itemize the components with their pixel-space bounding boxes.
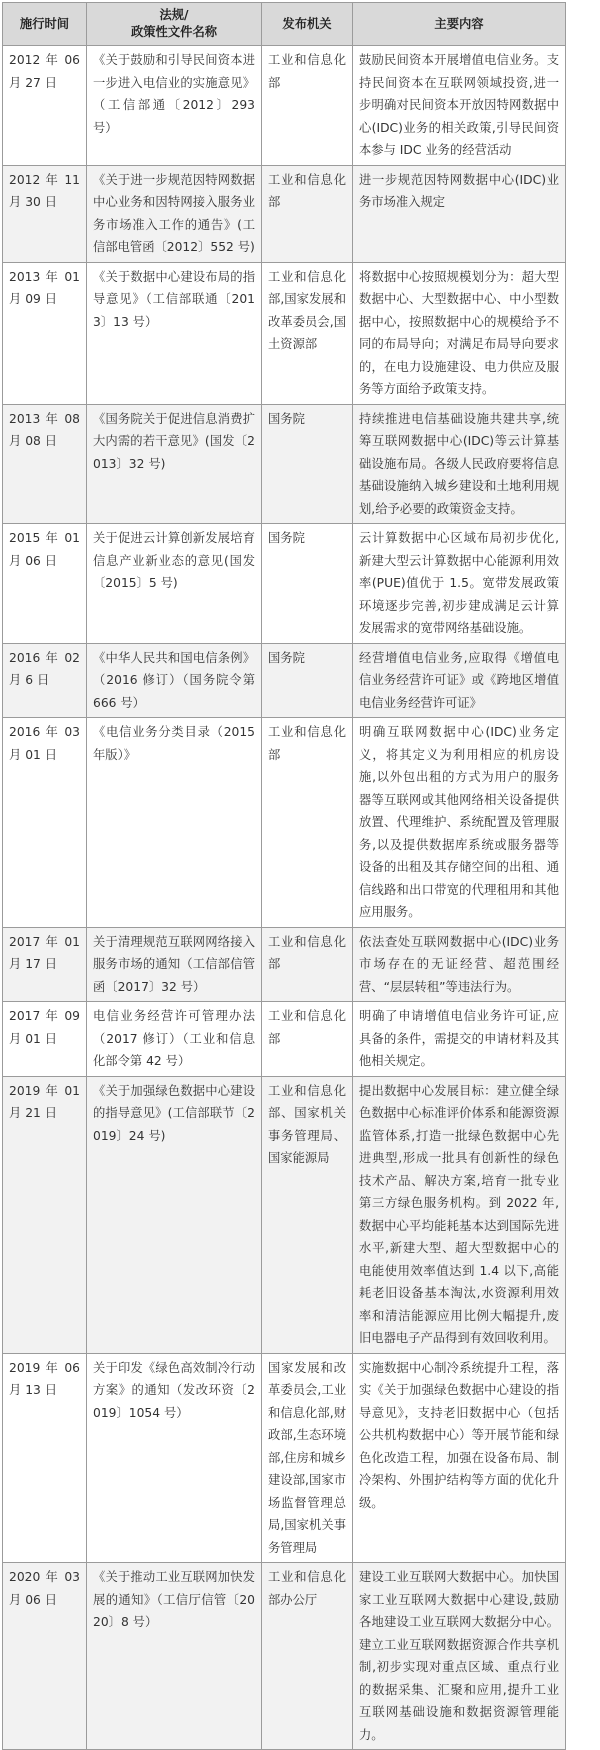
cell-content: 持续推进电信基础设施共建共享,统筹互联网数据中心(IDC)等云计算基础设施布局。各级人民政府要将信息基础设施纳入城乡建设和土地利用规划,给予必要的政策资金支持。 (353, 404, 566, 524)
table-row (3, 46, 566, 166)
cell-content: 云计算数据中心区域布局初步优化,新建大型云计算数据中心能源利用效率(PUE)值优于 1.5。宽带发展政策环境逐步完善,初步建成满足云计算发展需求的宽带网络基础设施。 (353, 524, 566, 644)
cell-date: 2019 年 01 月 21 日 (3, 1076, 87, 1353)
cell-document-name: 《关于加强绿色数据中心建设的指导意见》(工信部联节〔2019〕24 号) (87, 1076, 262, 1353)
table-row (3, 1563, 566, 1750)
table-row (3, 524, 566, 644)
policy-table (2, 2, 566, 1750)
table-row (3, 1353, 566, 1563)
cell-document-name: 关于印发《绿色高效制冷行动方案》的通知（发改环资〔2019〕1054 号） (87, 1353, 262, 1563)
cell-issuer: 工业和信息化部 (262, 165, 353, 262)
cell-document-name: 《关于鼓励和引导民间资本进一步进入电信业的实施意见》（工信部通〔2012〕293 号） (87, 46, 262, 166)
cell-date: 2016 年 03 月 01 日 (3, 718, 87, 928)
cell-document-name: 电信业务经营许可管理办法（2017 修订）（工业和信息化部令第 42 号） (87, 1002, 262, 1077)
cell-content: 进一步规范因特网数据中心(IDC)业务市场准入规定 (353, 165, 566, 262)
header-issuer: 发布机关 (262, 3, 353, 46)
table-row (3, 927, 566, 1002)
cell-date: 2017 年 09 月 01 日 (3, 1002, 87, 1077)
cell-issuer: 工业和信息化部 (262, 718, 353, 928)
cell-issuer: 工业和信息化部,国家发展和改革委员会,国土资源部 (262, 262, 353, 404)
cell-date: 2012 年 11 月 30 日 (3, 165, 87, 262)
cell-issuer: 工业和信息化部 (262, 927, 353, 1002)
cell-document-name: 《电信业务分类目录（2015 年版）》 (87, 718, 262, 928)
cell-issuer: 国务院 (262, 404, 353, 524)
cell-document-name: 《关于进一步规范因特网数据中心业务和因特网接入服务业务市场准入工作的通告》(工信部电管函〔2012〕552 号) (87, 165, 262, 262)
cell-content: 实施数据中心制冷系统提升工程，落实《关于加强绿色数据中心建设的指导意见》，支持老旧数据中心（包括公共机构数据中心）等开展节能和绿色化改造工程，加强在设备布局、制冷架构、外围护结构等方面的优化升级。 (353, 1353, 566, 1563)
cell-date: 2012 年 06 月 27 日 (3, 46, 87, 166)
header-date: 施行时间 (3, 3, 87, 46)
header-content: 主要内容 (353, 3, 566, 46)
cell-date: 2013 年 01 月 09 日 (3, 262, 87, 404)
table-row (3, 718, 566, 928)
header-document-name-line2: 政策性文件名称 (130, 25, 218, 39)
cell-content: 提出数据中心发展目标：建立健全绿色数据中心标准评价体系和能源资源监管体系,打造一批绿色数据中心先进典型,形成一批具有创新性的绿色技术产品、解决方案,培育一批专业第三方绿色服务机构。到 2022 年,数据中心平均能耗基本达到国际先进水平,新建大型、超大型数据中心的电能使用效率值达到 1.4 以下,高能耗老旧设备基本淘汰,水资源利用效率和清洁能源应用比例大幅提升,废旧电器电子产品得到有效回收利用。 (353, 1076, 566, 1353)
cell-content: 建设工业互联网大数据中心。加快国家工业互联网大数据中心建设,鼓励各地建设工业互联网大数据分中心。建立工业互联网数据资源合作共享机制,初步实现对重点区域、重点行业的数据采集、汇聚和应用,提升工业互联网基础设施和数据资源管理能力。 (353, 1563, 566, 1750)
cell-content: 明确互联网数据中心(IDC)业务定义，将其定义为利用相应的机房设施,以外包出租的方式为用户的服务器等互联网或其他网络相关设备提供放置、代理维护、系统配置及管理服务,以及提供数据库系统或服务器等设备的出租及其存储空间的出租、通信线路和出口带宽的代理租用和其他应用服务。 (353, 718, 566, 928)
cell-issuer: 工业和信息化部 (262, 46, 353, 166)
cell-content: 依法查处互联网数据中心(IDC)业务市场存在的无证经营、超范围经营、“层层转租”等违法行为。 (353, 927, 566, 1002)
table-row (3, 404, 566, 524)
cell-date: 2019 年 06 月 13 日 (3, 1353, 87, 1563)
cell-document-name: 《中华人民共和国电信条例》（2016 修订）（国务院令第 666 号） (87, 643, 262, 718)
header-document-name-line1: 法规/ (159, 8, 189, 22)
table-row (3, 165, 566, 262)
table-row (3, 643, 566, 718)
cell-date: 2017 年 01 月 17 日 (3, 927, 87, 1002)
cell-content: 将数据中心按照规模划分为：超大型数据中心、大型数据中心、中小型数据中心，按照数据中心的规模给予不同的布局导向；对满足布局导向要求的，在电力设施建设、电力供应及服务等方面给予政策支持。 (353, 262, 566, 404)
table-row (3, 262, 566, 404)
cell-content: 经营增值电信业务,应取得《增值电信业务经营许可证》或《跨地区增值电信业务经营许可证》 (353, 643, 566, 718)
cell-document-name: 《关于数据中心建设布局的指导意见》（工信部联通〔2013〕13 号） (87, 262, 262, 404)
table-row (3, 1002, 566, 1077)
cell-issuer: 国家发展和改革委员会,工业和信息化部,财政部,生态环境部,住房和城乡建设部,国家市场监督管理总局,国家机关事务管理局 (262, 1353, 353, 1563)
cell-issuer: 工业和信息化部 (262, 1002, 353, 1077)
cell-content: 明确了申请增值电信业务许可证,应具备的条件，需提交的申请材料及其他相关规定。 (353, 1002, 566, 1077)
table-row (3, 1076, 566, 1353)
header-document-name (87, 3, 262, 46)
cell-document-name: 《国务院关于促进信息消费扩大内需的若干意见》(国发〔2013〕32 号) (87, 404, 262, 524)
cell-content: 鼓励民间资本开展增值电信业务。支持民间资本在互联网领域投资,进一步明确对民间资本开放因特网数据中心(IDC)业务的相关政策,引导民间资本参与 IDC 业务的经营活动 (353, 46, 566, 166)
cell-document-name: 关于促进云计算创新发展培育信息产业新业态的意见(国发〔2015〕5 号) (87, 524, 262, 644)
table-header-row (3, 3, 566, 46)
cell-date: 2016 年 02 月 6 日 (3, 643, 87, 718)
cell-document-name: 关于清理规范互联网网络接入服务市场的通知（工信部信管函〔2017〕32 号） (87, 927, 262, 1002)
cell-issuer: 工业和信息化部办公厅 (262, 1563, 353, 1750)
cell-date: 2015 年 01 月 06 日 (3, 524, 87, 644)
cell-issuer: 工业和信息化部、国家机关事务管理局、国家能源局 (262, 1076, 353, 1353)
cell-issuer: 国务院 (262, 524, 353, 644)
cell-issuer: 国务院 (262, 643, 353, 718)
cell-document-name: 《关于推动工业互联网加快发展的通知》（工信厅信管〔2020〕8 号） (87, 1563, 262, 1750)
cell-date: 2013 年 08 月 08 日 (3, 404, 87, 524)
cell-date: 2020 年 03 月 06 日 (3, 1563, 87, 1750)
